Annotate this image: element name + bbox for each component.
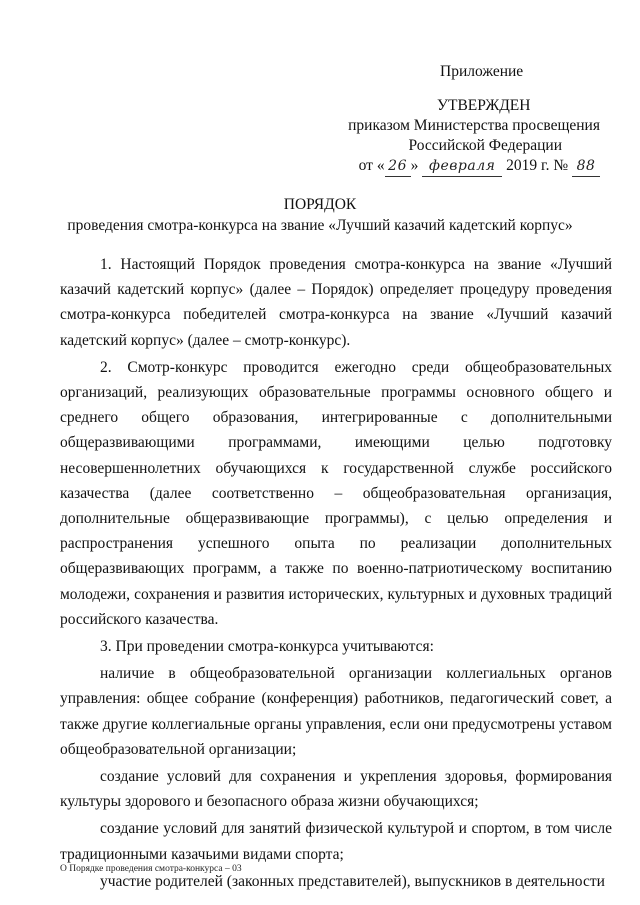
- title-subheading: проведения смотра-конкурса на звание «Лучший казачий кадетский корпус»: [67, 217, 573, 234]
- handwritten-day: 26: [385, 156, 411, 177]
- federation-line: Российской Федерации: [408, 137, 562, 154]
- appendix-label: Приложение: [440, 63, 524, 80]
- title-heading: ПОРЯДОК: [283, 196, 357, 213]
- list-item: участие родителей (законных представителей), выпускников в деятельности: [100, 872, 605, 890]
- order-line: приказом Министерства просвещения: [348, 117, 600, 134]
- list-item: создание условий для сохранения и укрепления здоровья, формирования культуры здорового и безопасного образа жизни обучающихся;: [60, 768, 612, 811]
- date-prefix: от «: [358, 157, 385, 174]
- document-body: [60, 252, 612, 896]
- approved-label: УТВЕРЖДЕН: [437, 97, 531, 114]
- year-text: 2019 г. №: [502, 157, 572, 174]
- page-footer: О Порядке проведения смотра-конкурса – 03: [60, 864, 242, 874]
- list-item: наличие в общеобразовательной организации коллегиальных органов управления: общее собрание (конференция) работников, педагогический совет, а также другие коллегиальные органы управления, если они предусмотрены уставом общеобразовательной организации;: [60, 665, 612, 758]
- document-title: [0, 194, 640, 236]
- handwritten-month: февраля: [422, 156, 502, 177]
- approval-block: [300, 96, 600, 177]
- list-item: создание условий для занятий физической культурой и спортом, в том числе традиционными казачьими видами спорта;: [60, 820, 612, 863]
- paragraph-1: 1. Настоящий Порядок проведения смотра-конкурса на звание «Лучший казачий кадетский корпус» (далее – Порядок) определяет процедуру проведения смотра-конкурса победителей смотра-конкурса на звание «Лучший казачий кадетский корпус» (далее – смотр-конкурс).: [60, 256, 612, 349]
- date-line: [300, 156, 600, 177]
- paragraph-3: 3. При проведении смотра-конкурса учитываются:: [100, 638, 434, 656]
- paragraph-2: 2. Смотр-конкурс проводится ежегодно среди общеобразовательных организаций, реализующих образовательные программы основного общего и среднего общего образования, интегрированные с дополнительными общеразвивающими программами, имеющими целью подготовку несовершеннолетних обучающихся к государственной службе российского казачества (далее соответственно – общеобразовательная организация, дополнительные общеразвивающие программы), с целью определения и распространения успешного опыта по реализации дополнительных общеразвивающих программ, а также по военно-патриотическому воспитанию молодежи, сохранения и развития исторических, культурных и духовных традиций российского казачества.: [60, 358, 612, 628]
- handwritten-number: 88: [572, 156, 600, 177]
- date-mid: »: [410, 157, 423, 174]
